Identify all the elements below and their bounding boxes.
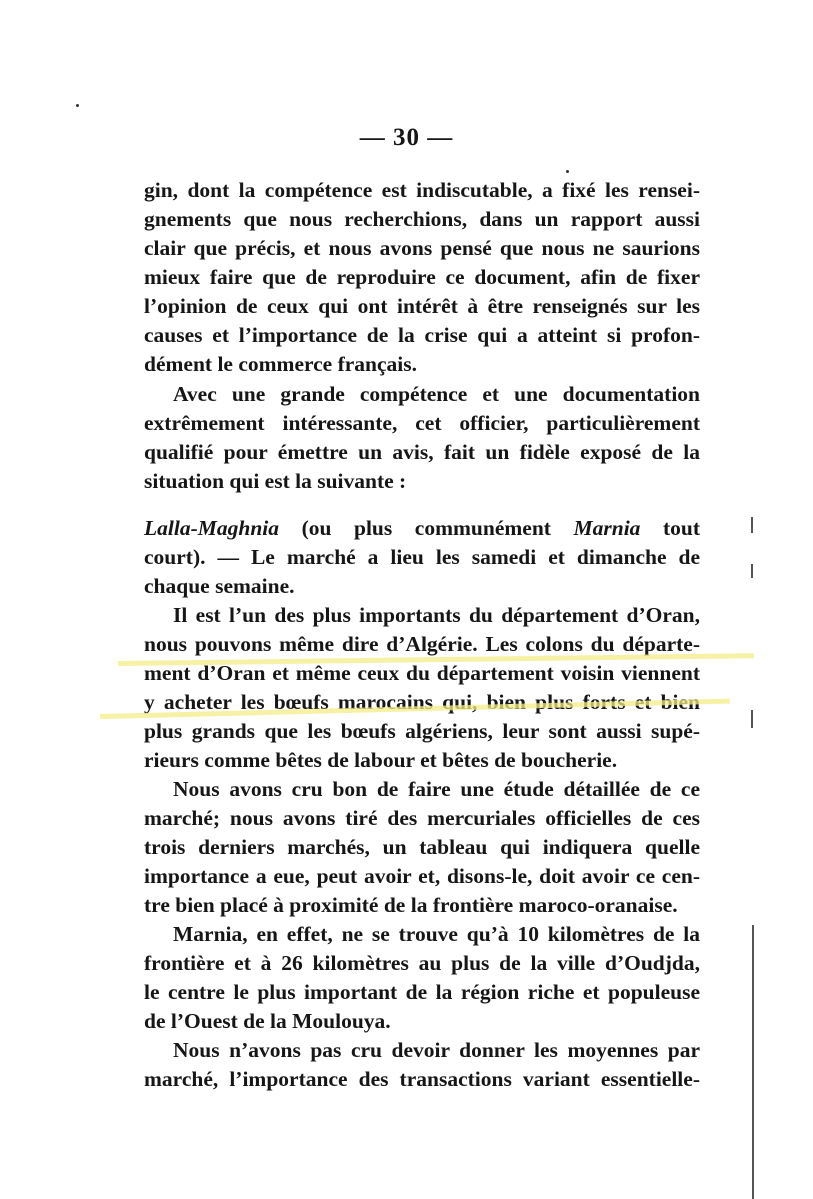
text-line: Nous n’avons pas cru devoir donner les moyennes par	[173, 1038, 700, 1062]
text-line: Avec une grande compétence et une documentation	[173, 382, 700, 406]
text-line: tre bien placé à proximité de la frontière maroco-oranaise.	[144, 893, 678, 917]
text-line: y acheter les bœufs marocains qui, bien plus forts et bien	[144, 690, 700, 714]
page-number: — 30 —	[359, 124, 454, 151]
text-fragment: tout	[662, 516, 701, 540]
text-line: trois derniers marchés, un tableau qui indiquera quelle	[144, 835, 700, 859]
text-line: Nous avons cru bon de faire une étude détaillée de ce	[173, 777, 700, 801]
margin-rule	[752, 925, 754, 1199]
text-line: Il est l’un des plus importants du département d’Oran,	[173, 603, 700, 627]
text-line: situation qui est la suivante :	[144, 469, 407, 493]
text-line: gin, dont la compétence est indiscutable, a fixé les rensei-	[144, 178, 700, 202]
text-line: marché; nous avons tiré des mercuriales officielles de ces	[144, 806, 700, 830]
text-line: nous pouvons même dire d’Algérie. Les colons du départe-	[144, 632, 700, 656]
text-line: l’opinion de ceux qui ont intérêt à être renseignés sur les	[144, 294, 700, 318]
text-line: causes et l’importance de la crise qui a atteint si profon-	[144, 323, 700, 347]
text-line: gnements que nous recherchions, dans un rapport aussi	[144, 207, 700, 231]
text-line: plus grands que les bœufs algériens, leur sont aussi supé-	[144, 719, 700, 743]
text-line: court). — Le marché a lieu les samedi et dimanche de	[144, 545, 700, 569]
text-line: dément le commerce français.	[144, 352, 418, 376]
text-line: mieux faire que de reproduire ce document, afin de fixer	[144, 265, 700, 289]
text-line: le centre le plus important de la région riche et populeuse	[144, 980, 700, 1004]
text-line: rieurs comme bêtes de labour et bêtes de boucherie.	[144, 748, 618, 772]
margin-rule	[751, 517, 753, 533]
text-line: ment d’Oran et même ceux du département voisin viennent	[144, 661, 700, 685]
text-line: marché, l’importance des transactions variant essentielle-	[144, 1067, 700, 1091]
text-line: de l’Ouest de la Moulouya.	[144, 1009, 391, 1033]
text-line: chaque semaine.	[144, 574, 295, 598]
text-line: extrêmement intéressante, cet officier, particulièrement	[144, 411, 700, 435]
margin-rule	[751, 710, 753, 728]
place-name: Lalla-Maghnia	[144, 516, 279, 540]
margin-speck	[76, 104, 79, 107]
text-line: qualifié pour émettre un avis, fait un fidèle exposé de la	[144, 440, 700, 464]
text-line: importance a eue, peut avoir et, disons-le, doit avoir ce cen-	[144, 864, 700, 888]
text-line: Marnia, en effet, ne se trouve qu’à 10 kilomètres de la	[173, 922, 700, 946]
text-line: frontière et à 26 kilomètres au plus de la ville d’Oudjda,	[144, 951, 700, 975]
margin-rule	[751, 564, 753, 578]
text-line: clair que précis, et nous avons pensé que nous ne saurions	[144, 236, 700, 260]
place-name-short: Marnia	[573, 516, 641, 540]
margin-speck	[566, 170, 569, 173]
text-line	[144, 514, 700, 542]
text-fragment: (ou plus communément	[301, 516, 551, 540]
